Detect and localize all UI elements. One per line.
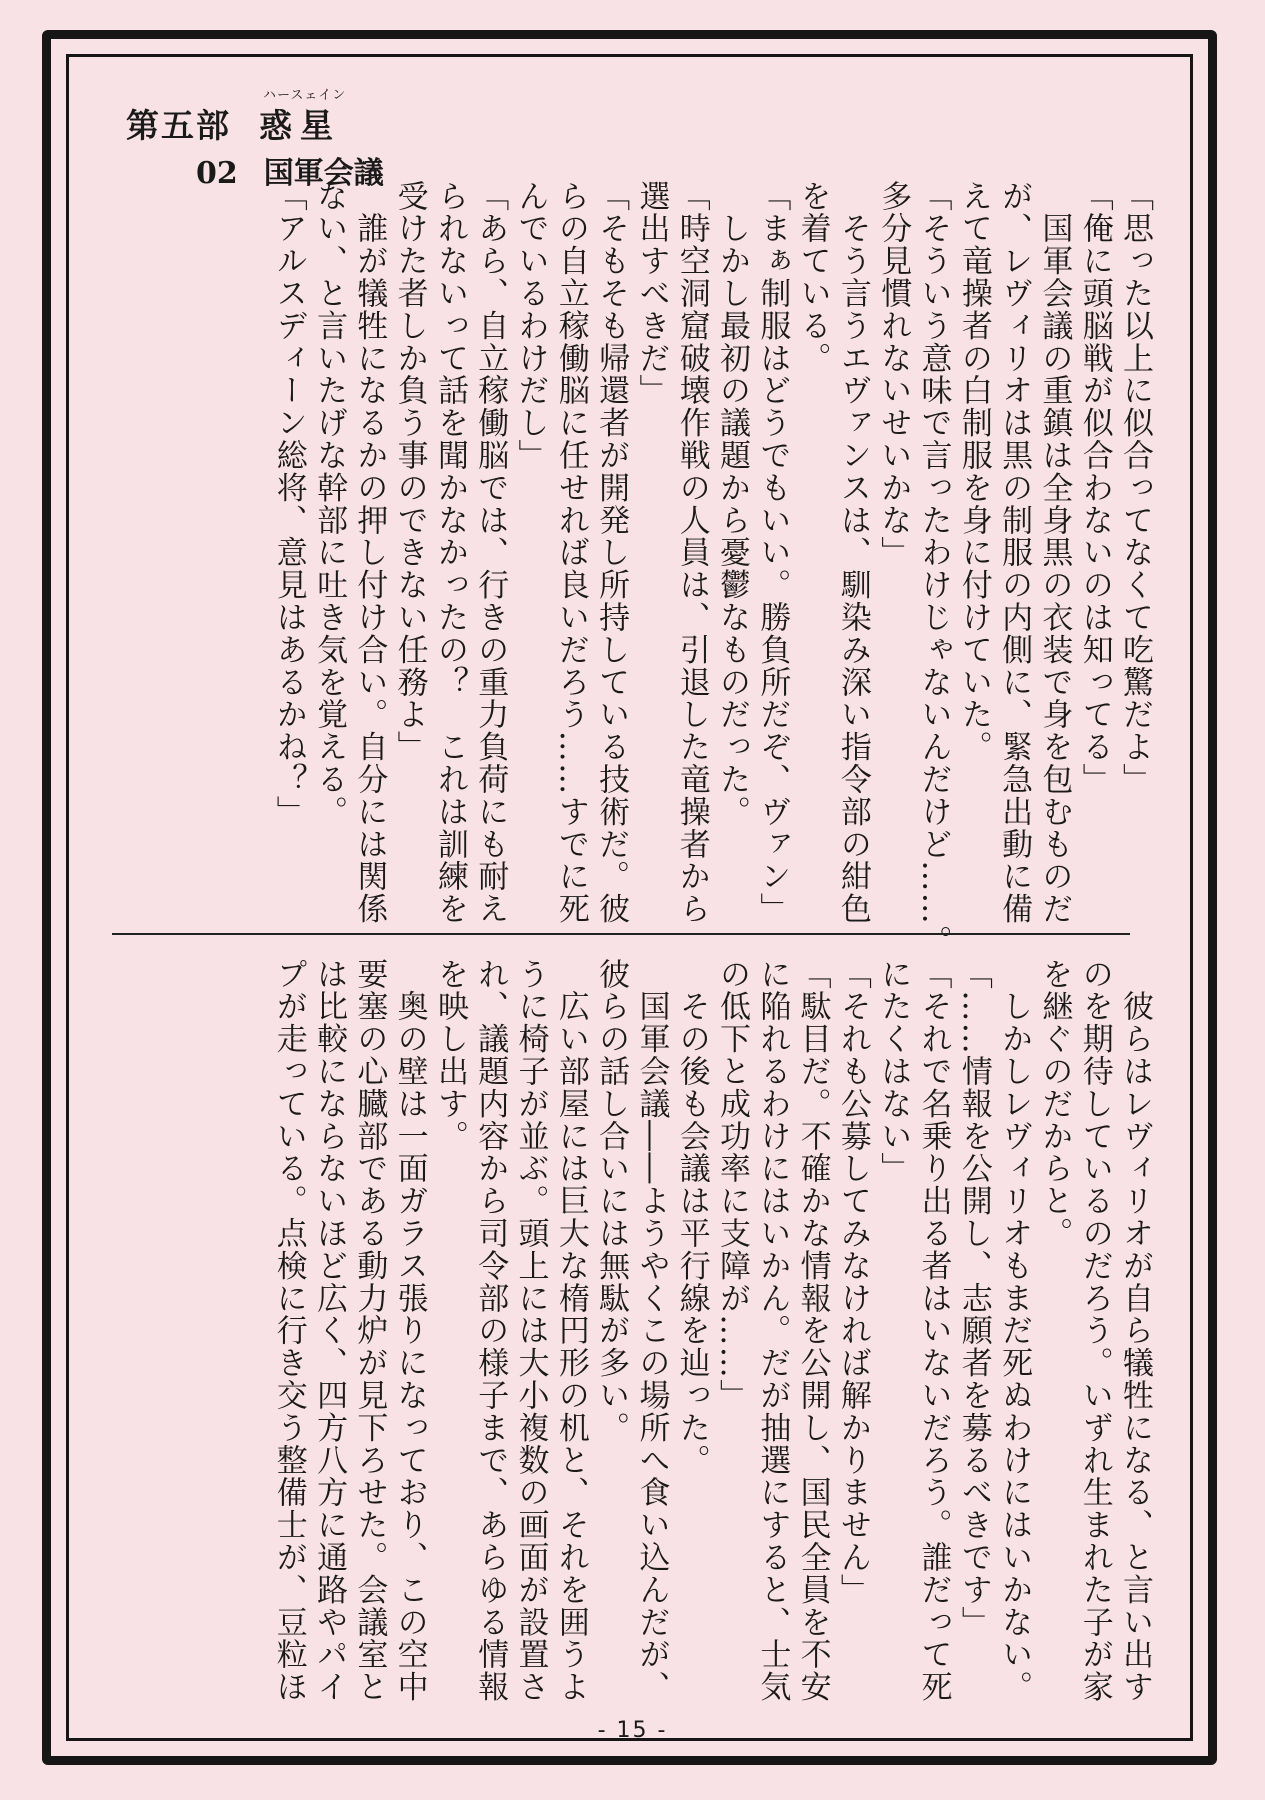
- chapter-number: 02: [196, 156, 238, 191]
- text-line: にたくはない」: [875, 958, 912, 1185]
- text-line: 彼らの話し合いには無駄が多い。: [593, 958, 630, 1444]
- text-line: 国軍会議――ようやくこの場所へ食い込んだが、: [633, 958, 670, 1704]
- part-title-text: 惑星: [259, 106, 341, 145]
- text-line: に陥れるわけにはいかん。だが抽選にすると、士気: [754, 958, 791, 1704]
- section-divider: [112, 933, 1130, 935]
- text-line: 「それで名乗り出る者はいないだろう。誰だって死: [915, 958, 952, 1704]
- chapter-title: 国軍会議: [263, 156, 384, 191]
- page-number: - 15 -: [597, 1718, 668, 1743]
- upper-text-block: [125, 180, 1155, 958]
- text-line: その後も会議は平行線を辿った。: [673, 958, 710, 1477]
- text-line: ない、と言いたげな幹部に吐き気を覚える。: [311, 180, 348, 828]
- text-line: 「あら、自立稼働脳では、行きの重力負荷にも耐え: [472, 180, 509, 926]
- text-line: 選出すべきだ」: [633, 180, 670, 407]
- text-line: は比較にならないほど広く、四方八方に通路やパイ: [311, 958, 348, 1704]
- text-line: 彼らはレヴィリオが自ら犠牲になる、と言い出す: [1117, 958, 1153, 1704]
- text-line: 多分見慣れないせいかな」: [875, 180, 912, 569]
- text-line: しかしレヴィリオもまだ死ぬわけにはいかない。: [996, 958, 1033, 1704]
- text-line: えて竜操者の白制服を身に付けていた。: [955, 180, 992, 764]
- part-label: 第五部: [126, 106, 231, 145]
- text-line: 「そもそも帰還者が開発し所持している技術だ。彼: [593, 180, 630, 926]
- text-line: しかし最初の議題から憂鬱なものだった。: [714, 180, 751, 828]
- text-line: を継ぐのだからと。: [1036, 958, 1073, 1250]
- text-line: が、レヴィリオは黒の制服の内側に、緊急出動に備: [996, 180, 1033, 926]
- text-line: 国軍会議の重鎮は全身黒の衣装で身を包むものだ: [1036, 180, 1073, 926]
- part-title-ruby: ハースェイン: [263, 88, 347, 103]
- text-line: 「それも公募してみなければ解かりません」: [834, 958, 871, 1606]
- text-line: 「思った以上に似合ってなくて吃驚だよ」: [1117, 180, 1153, 796]
- text-line: 受けた者しか負う事のできない任務よ」: [391, 180, 428, 764]
- lower-text-block: [170, 958, 1155, 1704]
- text-line: んでいるわけだし」: [512, 180, 549, 472]
- text-line: 広い部屋には巨大な楕円形の机と、それを囲うよ: [552, 958, 589, 1704]
- text-line: られないって話を聞かなかったの？ これは訓練を: [431, 180, 468, 926]
- part-heading: [126, 88, 347, 147]
- part-title: [259, 88, 347, 145]
- text-line: プが走っている。点検に行き交う整備士が、豆粒ほ: [270, 958, 307, 1704]
- text-line: 「まぁ制服はどうでもいい。勝負所だぞ、ヴァン」: [754, 180, 791, 926]
- text-line: を映し出す。: [431, 958, 468, 1153]
- text-line: 「アルスディーン総将、意見はあるかね？」: [270, 180, 307, 828]
- text-line: 要塞の心臓部である動力炉が見下ろせた。会議室と: [351, 958, 388, 1704]
- text-line: を着ている。: [794, 180, 831, 375]
- text-line: 「俺に頭脳戦が似合わないのは知ってる」: [1076, 180, 1113, 796]
- text-line: 「……情報を公開し、志願者を募るべきです」: [955, 958, 992, 1639]
- text-line: そう言うエヴァンスは、馴染み深い指令部の紺色: [834, 180, 871, 926]
- text-line: の低下と成功率に支障が……」: [714, 958, 751, 1412]
- text-line: 「そういう意味で言ったわけじゃないんだけど……。: [915, 180, 952, 958]
- text-line: 「駄目だ。不確かな情報を公開し、国民全員を不安: [794, 958, 831, 1704]
- text-line: れ、議題内容から司令部の様子まで、あらゆる情報: [472, 958, 509, 1704]
- text-line: らの自立稼働脳に任せれば良いだろう……すでに死: [552, 180, 589, 926]
- text-line: のを期待しているのだろう。いずれ生まれた子が家: [1076, 958, 1113, 1704]
- text-line: 奥の壁は一面ガラス張りになっており、この空中: [391, 958, 428, 1704]
- text-line: 「時空洞窟破壊作戦の人員は、引退した竜操者から: [673, 180, 710, 926]
- text-line: 誰が犠牲になるかの押し付け合い。自分には関係: [351, 180, 388, 926]
- text-line: うに椅子が並ぶ。頭上には大小複数の画面が設置さ: [512, 958, 549, 1704]
